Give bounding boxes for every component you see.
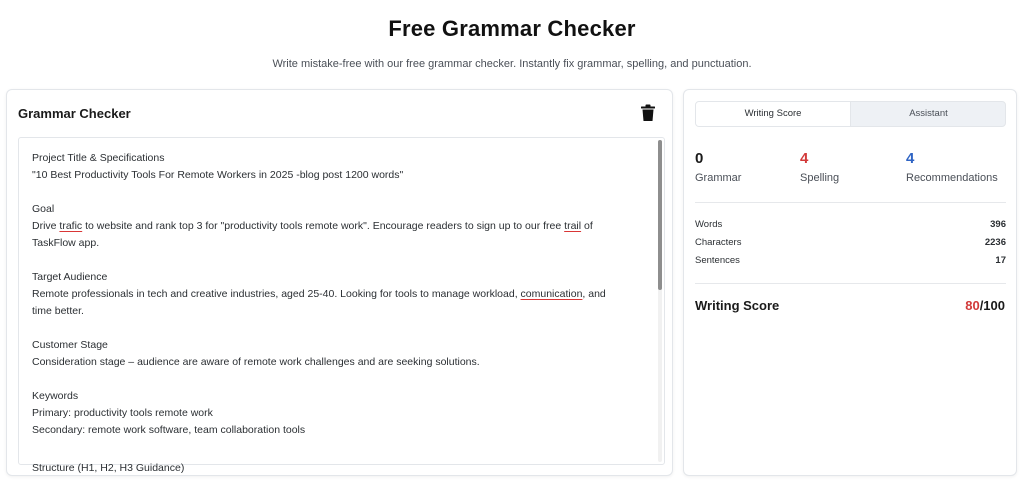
editor-content[interactable] bbox=[32, 150, 642, 456]
text-line: Drive trafic to website and rank top 3 for "productivity tools remote work". Encourage readers to sign up to our free trail of bbox=[32, 220, 593, 232]
stat-value: 2236 bbox=[984, 237, 1006, 248]
stat-value: 17 bbox=[995, 255, 1006, 266]
score-panel bbox=[683, 89, 1017, 476]
text-line: "10 Best Productivity Tools For Remote Workers in 2025 -blog post 1200 words" bbox=[32, 169, 404, 181]
spelling-error[interactable]: trafic bbox=[59, 220, 83, 232]
divider bbox=[695, 202, 1006, 203]
metric-recommendations bbox=[906, 150, 998, 184]
spelling-count: 4 bbox=[800, 150, 809, 167]
text-line: Remote professionals in tech and creative industries, aged 25-40. Looking for tools to manage workload, comunication, and bbox=[32, 288, 606, 300]
page-subtitle: Write mistake-free with our free grammar checker. Instantly fix grammar, spelling, and punctuation. bbox=[272, 58, 752, 70]
text-line: Consideration stage – audience are aware of remote work challenges and are seeking solutions. bbox=[32, 356, 480, 368]
scrollbar[interactable] bbox=[658, 140, 662, 462]
spelling-error[interactable]: comunication bbox=[520, 288, 583, 300]
text-line: Primary: productivity tools remote work bbox=[32, 407, 213, 419]
editor-panel bbox=[6, 89, 673, 476]
spelling-label: Spelling bbox=[800, 172, 840, 184]
recommendations-count: 4 bbox=[906, 150, 915, 167]
tab-writing-score[interactable]: Writing Score bbox=[696, 102, 851, 126]
grammar-label: Grammar bbox=[695, 172, 742, 184]
text-line: time better. bbox=[32, 305, 84, 317]
stat-label: Characters bbox=[695, 237, 742, 248]
section-heading: Keywords bbox=[32, 390, 79, 402]
stat-value: 396 bbox=[990, 219, 1006, 230]
stat-label: Words bbox=[695, 219, 723, 230]
section-heading: Structure (H1, H2, H3 Guidance) bbox=[32, 462, 185, 474]
page-title: Free Grammar Checker bbox=[388, 16, 636, 41]
score-tabs bbox=[695, 101, 1006, 127]
trash-icon[interactable] bbox=[640, 104, 656, 122]
metric-grammar bbox=[695, 150, 741, 184]
editor-title: Grammar Checker bbox=[18, 106, 131, 121]
scroll-thumb[interactable] bbox=[658, 140, 662, 290]
grammar-count: 0 bbox=[695, 150, 704, 167]
stat-words bbox=[695, 219, 1006, 233]
metric-spelling bbox=[800, 150, 839, 184]
divider bbox=[695, 283, 1006, 284]
stat-sentences bbox=[695, 255, 1006, 269]
section-heading: Customer Stage bbox=[32, 339, 108, 351]
writing-score-value: 80/100 bbox=[965, 298, 1005, 313]
section-heading: Target Audience bbox=[32, 271, 108, 283]
recommendations-label: Recommendations bbox=[906, 172, 998, 184]
section-heading: Goal bbox=[32, 203, 55, 215]
stat-characters bbox=[695, 237, 1006, 251]
text-line: TaskFlow app. bbox=[32, 237, 100, 249]
stat-label: Sentences bbox=[695, 255, 740, 266]
writing-score-label: Writing Score bbox=[695, 298, 780, 313]
section-heading: Project Title & Specifications bbox=[32, 152, 165, 164]
tab-assistant[interactable]: Assistant bbox=[909, 108, 948, 119]
text-editor[interactable] bbox=[18, 137, 665, 474]
spelling-error[interactable]: trail bbox=[564, 220, 582, 232]
text-line: Secondary: remote work software, team collaboration tools bbox=[32, 424, 306, 436]
